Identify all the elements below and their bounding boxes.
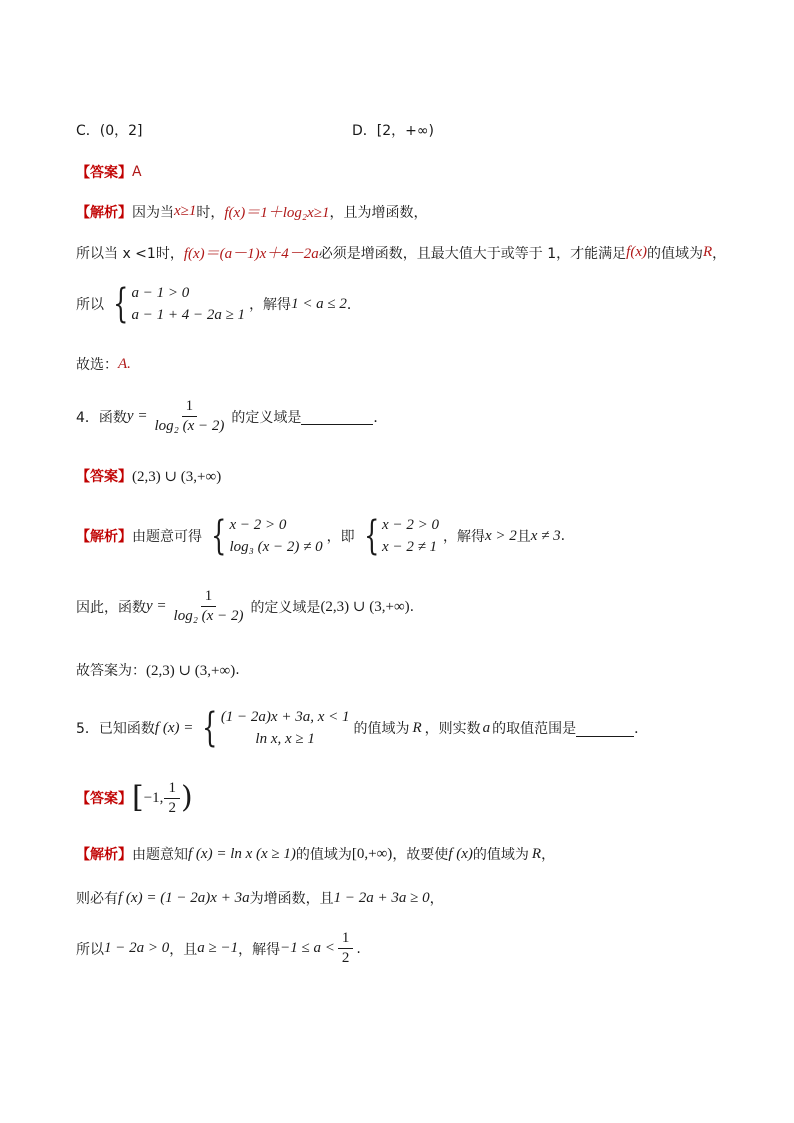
- answer-blank: [301, 408, 373, 425]
- text: 的定义域是: [231, 409, 302, 426]
- text: .: [235, 662, 240, 678]
- text: ．: [634, 721, 649, 737]
- sys-line: x − 2 > 0: [229, 517, 287, 533]
- math: x ≠ 3: [530, 527, 561, 544]
- text: 的值域为: [472, 847, 529, 863]
- math: f (x) =: [154, 719, 194, 736]
- text: 所以: [76, 941, 104, 958]
- text: ，: [541, 847, 556, 863]
- math-R: R: [412, 719, 422, 736]
- piecewise: { (1 − 2a)x + 3a, x < 1 ln x, x ≥ 1: [202, 705, 350, 751]
- text: 故选：: [76, 357, 118, 373]
- option-d: D．[2，+∞): [352, 123, 435, 139]
- math: (2,3) ∪ (3,+∞): [320, 599, 410, 615]
- text: 的定义域是: [250, 599, 321, 616]
- math-fx: f(x): [626, 244, 647, 260]
- text: 必须是增函数，且最大值大于或等于 1，才能满足: [318, 245, 627, 262]
- frac-num: 1: [338, 930, 354, 949]
- text: ，解得: [249, 297, 292, 313]
- text: ．: [346, 297, 361, 313]
- text: 时，: [196, 204, 225, 221]
- text: 的值域为: [646, 245, 703, 262]
- text: 则必有: [76, 891, 118, 907]
- bracket: [: [132, 780, 144, 815]
- fraction: [164, 780, 180, 817]
- math-R: R: [702, 244, 713, 260]
- frac-den: log₂ (x − 2): [154, 418, 225, 434]
- fraction: [338, 930, 354, 967]
- math: y =: [126, 408, 148, 424]
- q3-analysis-line3: [76, 282, 361, 326]
- q5-question: [76, 706, 648, 750]
- frac-num: 1: [201, 588, 217, 607]
- frac-den: 2: [168, 799, 176, 816]
- frac-den: log₂ (x − 2): [173, 608, 244, 624]
- math-f: f(x)＝1＋log₂x≥1: [224, 205, 330, 221]
- equation-system: { x − 2 > 0 log₃ (x − 2) ≠ 0: [211, 513, 323, 559]
- frac-den: 2: [341, 950, 350, 966]
- math: f (x) = ln x (x ≥ 1): [188, 845, 296, 862]
- equation-system: { a − 1 > 0 a − 1 + 4 − 2a ≥ 1: [113, 281, 246, 327]
- text: .: [356, 940, 361, 957]
- option-d-line: [352, 120, 434, 140]
- q4-analysis: [76, 514, 565, 558]
- equation-system: { x − 2 > 0 x − 2 ≠ 1: [363, 513, 439, 559]
- math: x > 2: [484, 527, 517, 544]
- answer-value: (2,3) ∪ (3,+∞): [132, 468, 222, 485]
- math: f (x) = (1 − 2a)x + 3a: [118, 889, 250, 906]
- math: [0,+∞): [351, 845, 393, 862]
- q5-answer: [76, 778, 193, 818]
- q5-analysis-line1: [76, 844, 555, 864]
- text: .: [409, 598, 415, 615]
- q4-therefore: [76, 588, 414, 625]
- answer-blank: [576, 720, 634, 737]
- text: ，则实数: [424, 721, 481, 737]
- math-f: f(x)＝(a－1)x＋4－2a: [183, 246, 319, 262]
- q5-analysis-line3: [76, 930, 361, 967]
- answer-tag: 【答案】: [76, 791, 132, 807]
- math: −1,: [143, 789, 164, 806]
- text: ，故要使: [392, 847, 449, 863]
- text: 由题意知: [132, 847, 188, 863]
- option-c: C．(0，2]: [76, 123, 143, 139]
- q5-analysis-line2: [76, 888, 444, 908]
- analysis-tag: 【解析】: [76, 529, 132, 545]
- q3-answer: [76, 162, 142, 182]
- math: A.: [118, 355, 131, 372]
- text: 的取值范围是: [492, 721, 577, 737]
- analysis-tag: 【解析】: [76, 847, 132, 863]
- math: −1 ≤ a <: [280, 940, 335, 956]
- sys-line: log₃ (x − 2) ≠ 0: [229, 539, 323, 555]
- math: 1 − 2a > 0: [104, 940, 170, 956]
- text: 所以: [76, 297, 104, 313]
- text: 因此，函数: [76, 599, 146, 616]
- text: ，: [429, 891, 444, 907]
- frac-num: 1: [164, 780, 180, 799]
- answer-value: A: [132, 164, 142, 180]
- question-number: 5．已知函数: [76, 721, 155, 737]
- math: f (x): [448, 845, 473, 862]
- answer-tag: 【答案】: [76, 469, 132, 485]
- piece: (1 − 2a)x + 3a, x < 1: [220, 709, 350, 725]
- math: (2,3) ∪ (3,+∞): [146, 662, 236, 679]
- option-c-line: [76, 120, 143, 140]
- math: y =: [146, 598, 167, 614]
- math-result: 1 < a ≤ 2: [291, 295, 347, 312]
- text: ．: [373, 409, 388, 426]
- text: ，解得: [442, 529, 485, 545]
- math: R: [531, 845, 542, 862]
- math: a ≥ −1: [197, 940, 239, 956]
- text: 因为当: [132, 204, 174, 221]
- question-number: 4．函数: [76, 409, 127, 426]
- q4-answer: [76, 466, 221, 486]
- bracket: ): [180, 780, 193, 815]
- text: ，且: [169, 941, 198, 958]
- math: 1 − 2a + 3a ≥ 0: [333, 889, 430, 906]
- text: 故答案为：: [76, 663, 146, 679]
- q3-conclusion: [76, 354, 131, 374]
- text: 的值域为: [353, 721, 410, 737]
- q4-question: [76, 398, 387, 435]
- q3-analysis-line1: [76, 201, 427, 222]
- q4-final: [76, 660, 240, 680]
- fraction: [150, 398, 228, 435]
- math-cond: x≥1: [174, 203, 197, 219]
- text: 的值域为: [295, 847, 352, 863]
- text: ，解得: [238, 941, 281, 958]
- text: 为增函数，且: [249, 891, 334, 907]
- answer-tag: 【答案】: [76, 165, 132, 181]
- text: ，: [712, 245, 727, 262]
- sys-line: x − 2 > 0: [382, 517, 439, 533]
- fraction: [170, 588, 248, 625]
- text: ，且为增函数，: [329, 204, 428, 221]
- text: ，即: [326, 529, 355, 545]
- text: 由题意可得: [132, 529, 202, 545]
- piece: ln x, x ≥ 1: [255, 731, 315, 747]
- math-a: a: [482, 719, 491, 736]
- text: .: [560, 528, 566, 544]
- sys-line: a − 1 > 0: [131, 285, 190, 301]
- sys-line: x − 2 ≠ 1: [382, 539, 438, 555]
- sys-line: a − 1 + 4 − 2a ≥ 1: [131, 307, 246, 323]
- frac-num: 1: [182, 398, 198, 417]
- analysis-tag: 【解析】: [76, 204, 132, 221]
- text: 且: [516, 529, 531, 545]
- q3-analysis-line2: [76, 242, 726, 263]
- text: 所以当 x <1时，: [76, 245, 184, 262]
